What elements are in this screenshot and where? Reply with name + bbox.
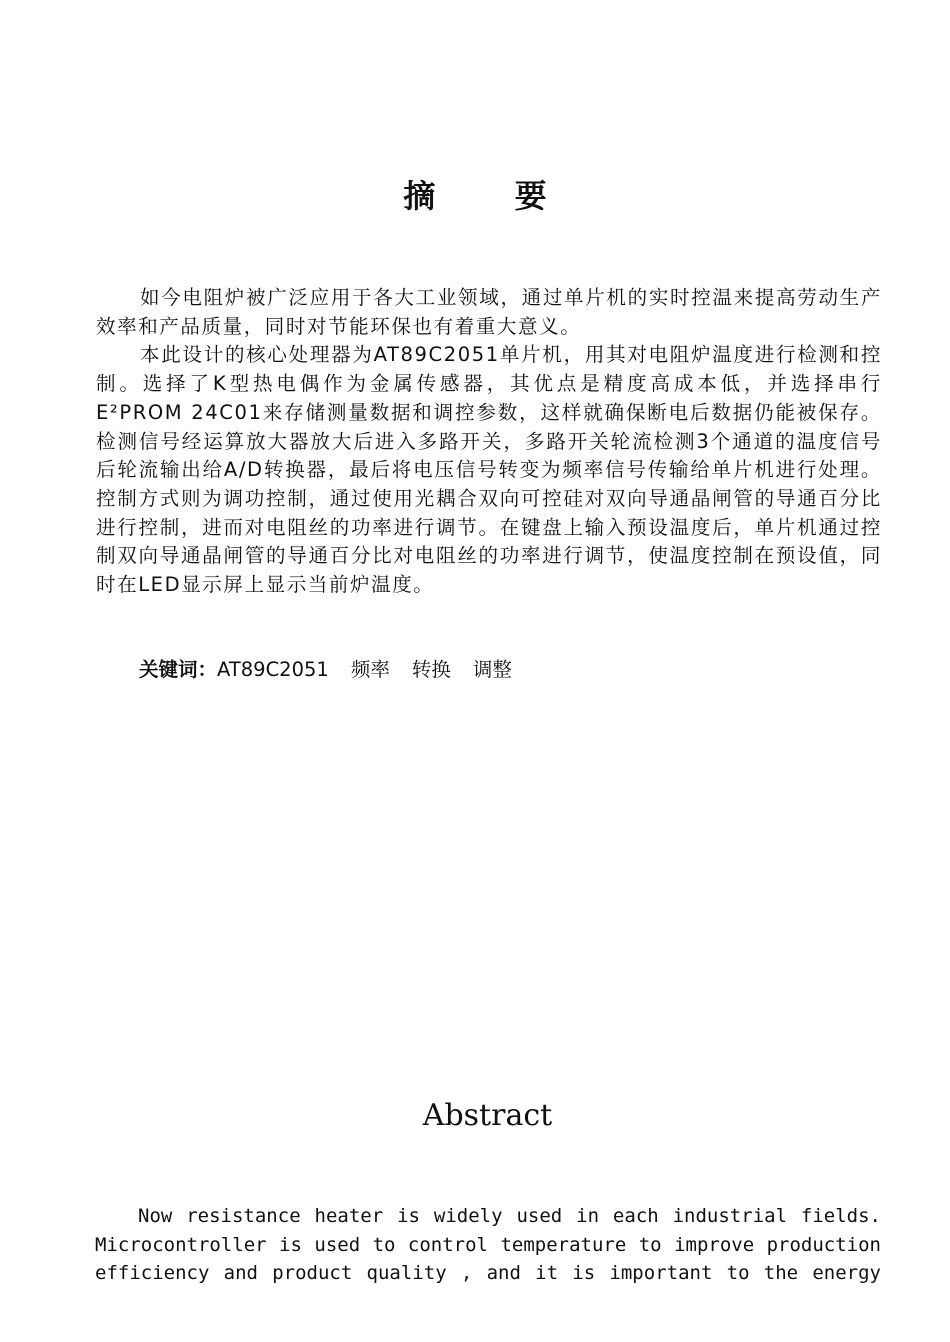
keywords-list xyxy=(217,658,534,681)
keyword-item: 频率 xyxy=(350,658,390,681)
english-abstract-paragraph-1: Now resistance heater is widely used in each industrial fields. Microcontroller is used to control temperature to improve production efficiency and product quality , and it is important to the energy xyxy=(95,1205,881,1285)
keyword-item: 调整 xyxy=(472,658,512,681)
keyword-item: AT89C2051 xyxy=(217,658,329,681)
keyword-item: 转换 xyxy=(411,658,451,681)
keywords-label: 关键词： xyxy=(139,658,218,681)
english-abstract-body xyxy=(95,1202,881,1288)
chinese-abstract-body xyxy=(96,284,882,600)
chinese-abstract-title: 摘 要 xyxy=(403,177,581,215)
chinese-abstract-paragraph-2: 本此设计的核心处理器为AT89C2051单片机，用其对电阻炉温度进行检测和控制。选择了K型热电偶作为金属传感器，其优点是精度高成本低，并选择串行E²PROM 24C01来存储测量数据和调控参数，这样就确保断电后数据仍能被保存。检测信号经运算放大器放大后进入多路开关，多路开关轮流检测3个通道的温度信号后轮流输出给A/D转换器，最后将电压信号转变为频率信号传输给单片机进行处理。控制方式则为调功控制，通过使用光耦合双向可控硅对双向导通晶闸管的导通百分比进行控制，进而对电阻丝的功率进行调节。在键盘上输入预设温度后，单片机通过控制双向导通晶闸管的导通百分比对电阻丝的功率进行调节，使温度控制在预设值，同时在LED显示屏上显示当前炉温度。 xyxy=(96,343,882,597)
chinese-abstract-paragraph-1: 如今电阻炉被广泛应用于各大工业领域，通过单片机的实时控温来提高劳动生产效率和产品质量，同时对节能环保也有着重大意义。 xyxy=(96,286,882,338)
keywords-line xyxy=(139,656,534,684)
english-abstract-title: Abstract xyxy=(422,1098,553,1133)
